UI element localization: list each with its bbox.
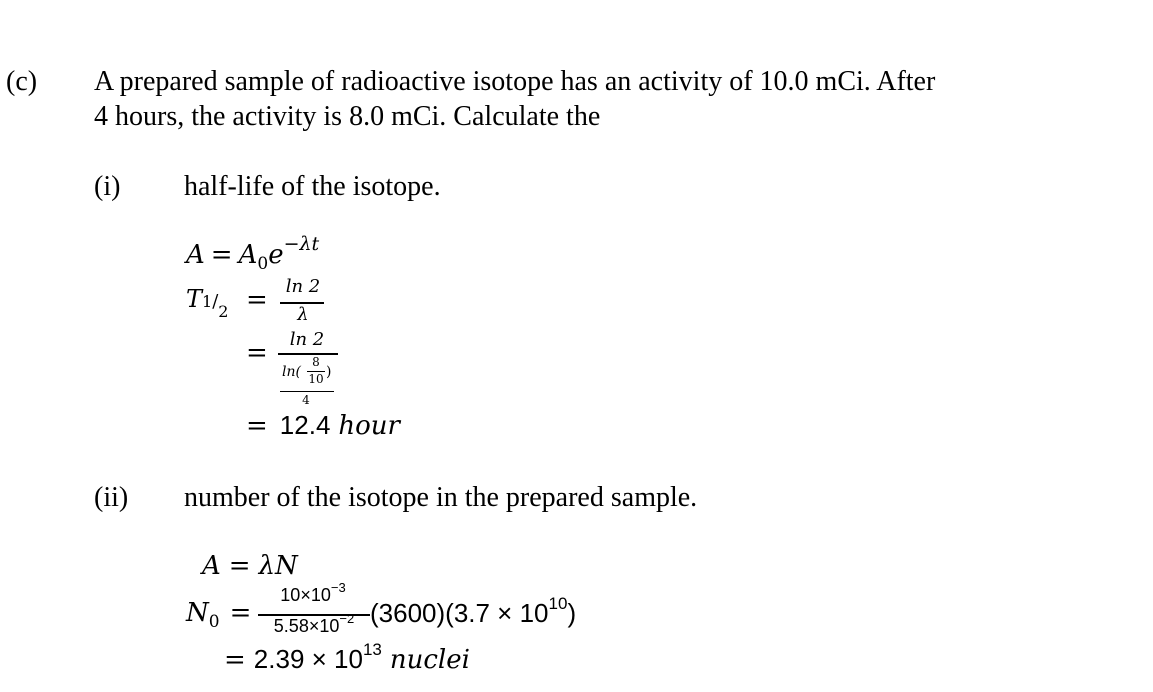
question-label: (c) bbox=[6, 66, 38, 97]
equals-sign: = bbox=[246, 338, 268, 368]
part-i-label: (i) bbox=[94, 171, 121, 202]
nuclei-result: = $2.39 \times 10^{13}$ nuclei bbox=[224, 640, 470, 675]
half-life-symbol: $T1/_2$ bbox=[186, 285, 229, 321]
part-ii-label: (ii) bbox=[94, 482, 129, 513]
question-line-2: 4 hours, the activity is 8.0 mCi. Calculate the bbox=[94, 101, 601, 132]
inner-numerator: 8 bbox=[312, 355, 320, 369]
inner-denominator: 10 bbox=[308, 372, 324, 386]
part-i-text: half-life of the isotope. bbox=[184, 171, 441, 202]
decay-equation: $A = A_0e^{-\lambda t}$ bbox=[186, 233, 320, 275]
fraction-denominator: λ bbox=[297, 304, 309, 325]
n0-lhs: $N_0$ = bbox=[186, 598, 252, 633]
inner-ln: ln( bbox=[282, 364, 301, 380]
part-ii-text: number of the isotope in the prepared sample. bbox=[184, 482, 698, 513]
half-life-result: = 12.4 hour bbox=[246, 410, 400, 441]
inner-close: ) bbox=[326, 364, 332, 380]
fraction-numerator: $10\times 10^{-3}$ bbox=[280, 580, 346, 605]
inner-fraction-bar bbox=[280, 391, 334, 392]
fraction-numerator: ln 2 bbox=[285, 276, 321, 297]
fraction-denominator: $5.58\times 10^{-2}$ bbox=[273, 611, 355, 636]
multiplier-factors: $(3600)(3.7 \times 10^{10})$ bbox=[370, 594, 577, 628]
activity-equation: A = λN bbox=[202, 551, 298, 581]
question-line-1: A prepared sample of radioactive isotope has an activity of 10.0 mCi. After bbox=[94, 66, 936, 97]
fraction-numerator: ln 2 bbox=[289, 329, 325, 350]
fraction-denominator: 4 bbox=[302, 393, 310, 407]
equals-sign: = bbox=[246, 285, 268, 315]
